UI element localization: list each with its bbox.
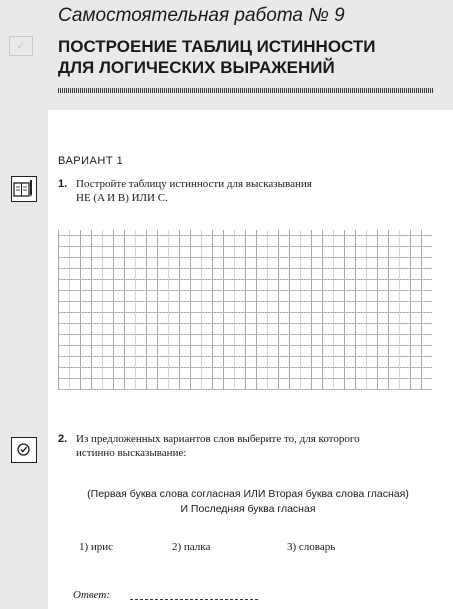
formula-line2: И Последняя буква гласная: [180, 503, 316, 515]
task2-text-line2: истинно высказывание:: [76, 447, 187, 459]
task2-number: 2.: [58, 433, 68, 445]
book-pencil-icon: [11, 176, 37, 202]
work-subtitle: Самостоятельная работа № 9: [58, 5, 345, 26]
task2-text: [76, 432, 441, 460]
page-title: [58, 36, 376, 78]
title-rule: [58, 88, 433, 93]
task1-text-line1: Постройте таблицу истинности для высказывания: [76, 178, 312, 190]
task2-text-line1: Из предложенных вариантов слов выберите то, для которого: [76, 433, 360, 445]
task1-text-line2: НЕ (A И B) ИЛИ C.: [76, 192, 168, 204]
corner-mark-icon: ✓: [9, 36, 33, 56]
checkmark-circle-icon: [11, 437, 37, 463]
task1-number: 1.: [58, 178, 68, 190]
variant-label: ВАРИАНТ 1: [58, 155, 124, 167]
formula-line1: (Первая буква слова согласная ИЛИ Вторая буква слова гласная): [87, 488, 409, 500]
answer-field[interactable]: [130, 599, 258, 600]
task1-text: [76, 177, 436, 205]
answer-label: Ответ:: [73, 589, 111, 601]
answer-grid[interactable]: [58, 230, 432, 390]
option-3[interactable]: 3) словарь: [287, 541, 336, 553]
page-title-line2: ДЛЯ ЛОГИЧЕСКИХ ВЫРАЖЕНИЙ: [58, 58, 335, 77]
option-2[interactable]: 2) палка: [172, 541, 211, 553]
logic-formula: [58, 487, 438, 517]
option-1[interactable]: 1) ирис: [79, 541, 114, 553]
page-title-line1: ПОСТРОЕНИЕ ТАБЛИЦ ИСТИННОСТИ: [58, 37, 376, 56]
